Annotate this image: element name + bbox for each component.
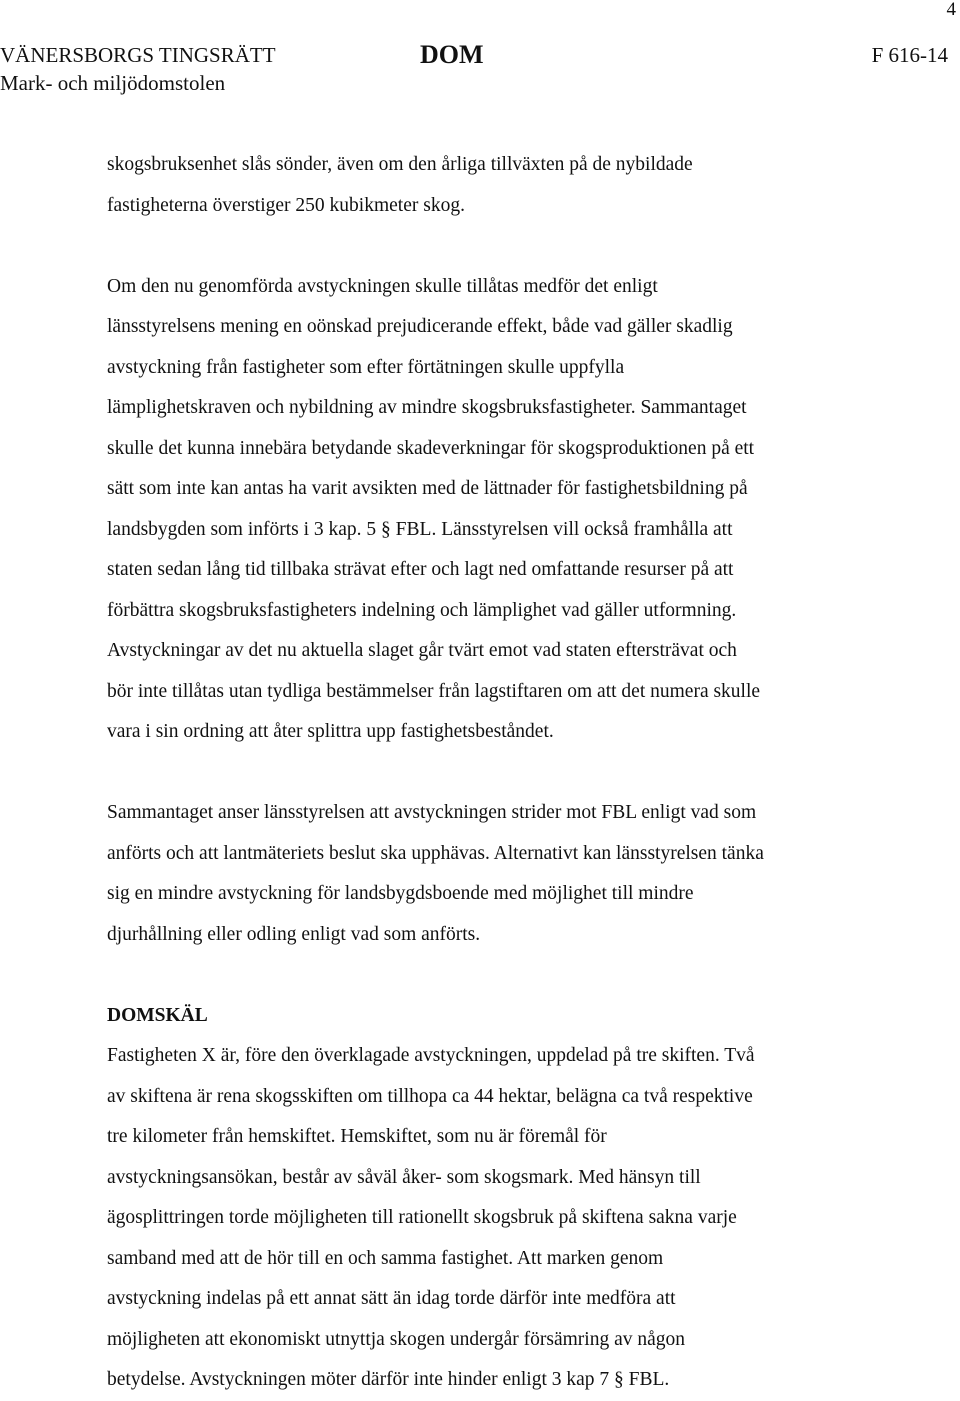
text-line: länsstyrelsens mening en oönskad prejudicerande effekt, både vad gäller skadlig [107, 316, 733, 337]
text-line: landsbygden som införts i 3 kap. 5 § FBL. Länsstyrelsen vill också framhålla att [107, 518, 733, 540]
text-line: bör inte tillåtas utan tydliga bestämmelser från lagstiftaren om att det numera skulle [107, 680, 761, 702]
text-line: sig en mindre avstyckning för landsbygdsboende med möjlighet till mindre [107, 883, 694, 904]
document-body [107, 145, 907, 1401]
text-line: sätt som inte kan antas ha varit avsikten med de lättnader för fastighetsbildning på [107, 478, 748, 499]
text-line: samband med att de hör till en och samma fastighet. Att marken genom [107, 1247, 664, 1269]
text-line: lämplighetskraven och nybildning av mindre skogsbruksfastigheter. Sammantaget [107, 397, 747, 418]
text-line: möjligheten att ekonomiskt utnyttja skogen undergår försämring av någon [107, 1328, 686, 1350]
text-line: ägosplittringen torde möjligheten till rationellt skogsbruk på skiftena sakna varje [107, 1207, 737, 1228]
paragraph-4 [107, 1036, 907, 1401]
paragraph-gap [107, 955, 907, 996]
text-line: av skiftena är rena skogsskiften om tillhopa ca 44 hektar, belägna ca två respektive [107, 1085, 753, 1107]
page-number: 4 [946, 0, 956, 20]
text-line: anförts och att lantmäteriets beslut ska upphävas. Alternativt kan länsstyrelsen tänka [107, 842, 764, 864]
text-line: avstyckning från fastigheter som efter förtätningen skulle uppfylla [107, 356, 625, 378]
text-line: Avstyckningar av det nu aktuella slaget går tvärt emot vad staten eftersträvat och [107, 640, 737, 661]
paragraph-2 [107, 267, 907, 753]
text-line: tre kilometer från hemskiftet. Hemskiftet, som nu är föremål för [107, 1126, 607, 1147]
court-division: Mark- och miljödomstolen [0, 71, 226, 95]
text-line: skulle det kunna innebära betydande skadeverkningar för skogsproduktionen på ett [107, 437, 755, 459]
text-line: vara i sin ordning att åter splittra upp fastighetsbeståndet. [107, 721, 554, 742]
text-line: avstyckningsansökan, består av såväl åker- som skogsmark. Med hänsyn till [107, 1166, 701, 1188]
text-line: Fastigheten X är, före den överklagade avstyckningen, uppdelad på tre skiften. Två [107, 1045, 755, 1066]
text-line: betydelse. Avstyckningen möter därför inte hinder enligt 3 kap 7 § FBL. [107, 1369, 670, 1390]
text-line: skogsbruksenhet slås sönder, även om den årliga tillväxten på de nybildade [107, 154, 693, 175]
text-line: Sammantaget anser länsstyrelsen att avstyckningen strider mot FBL enligt vad som [107, 802, 757, 823]
paragraph-1 [107, 145, 907, 226]
text-line: Om den nu genomförda avstyckningen skulle tillåtas medför det enligt [107, 275, 658, 297]
case-number: F 616-14 [871, 43, 948, 67]
paragraph-gap [107, 226, 907, 267]
section-heading: DOMSKÄL [107, 1004, 208, 1026]
text-line: avstyckning indelas på ett annat sätt än idag torde därför inte medföra att [107, 1288, 676, 1309]
text-line: staten sedan lång tid tillbaka strävat efter och lagt ned omfattande resurser på att [107, 559, 734, 580]
paragraph-3 [107, 793, 907, 955]
paragraph-gap [107, 753, 907, 794]
text-line: fastigheterna överstiger 250 kubikmeter skog. [107, 194, 465, 216]
text-line: djurhållning eller odling enligt vad som anförts. [107, 923, 481, 945]
court-name: VÄNERSBORGS TINGSRÄTT [0, 43, 276, 67]
text-line: förbättra skogsbruksfastigheters indelning och lämplighet vad gäller utformning. [107, 599, 737, 621]
document-type: DOM [420, 40, 484, 69]
